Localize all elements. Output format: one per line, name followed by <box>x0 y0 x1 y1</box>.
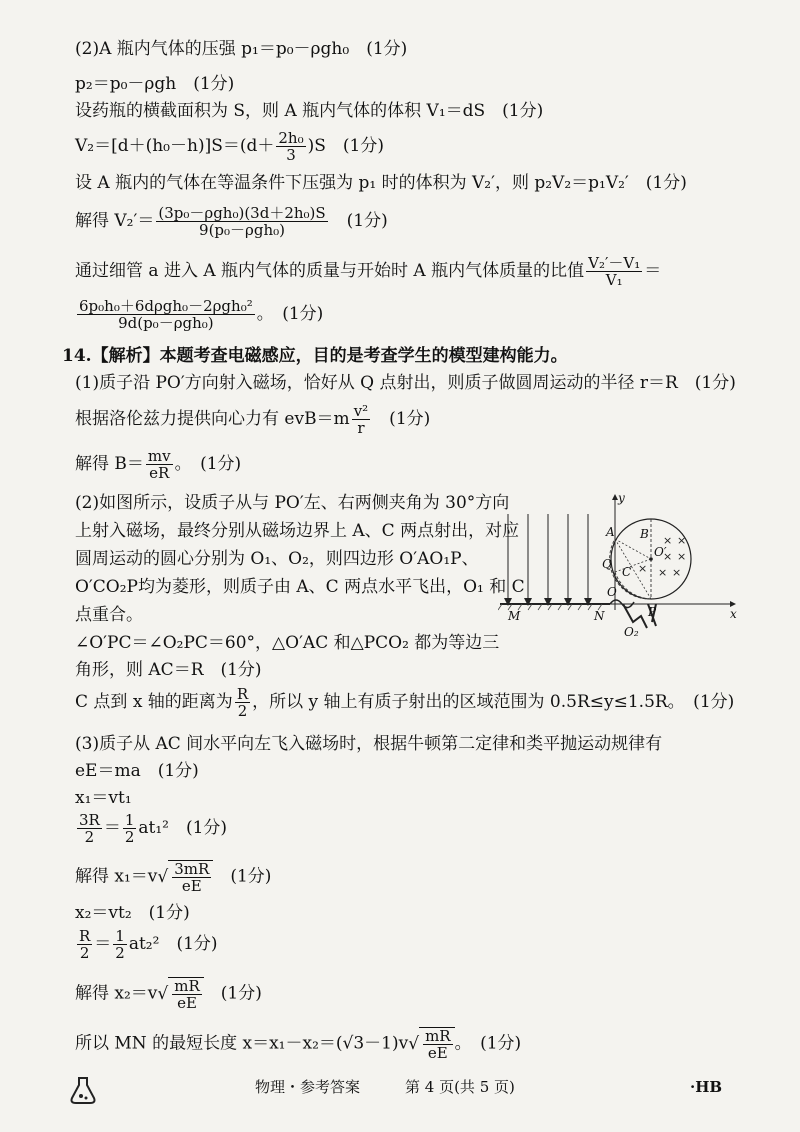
line-5: 设 A 瓶内的气体在等温条件下压强为 p₁ 时的体积为 V₂′，则 p₂V₂＝p₁V₂′ (1分) <box>75 173 687 193</box>
line-19: 角形，则 AC＝R (1分) <box>75 660 262 680</box>
magnetic-field-diagram <box>498 492 743 642</box>
line-3: 设药瓶的横截面积为 S，则 A 瓶内气体的体积 V₁＝dS (1分) <box>75 101 544 121</box>
line-7: 通过细管 a 进入 A 瓶内气体的质量与开始时 A 瓶内气体质量的比值 $\frac{\text{V₂′－V₁}}{\text{V₁}}$ ＝ <box>75 254 662 289</box>
line-1: (2)A 瓶内气体的压强 p₁＝p₀－ρgh₀ (1分) <box>75 39 408 59</box>
svg-text:×: × <box>638 562 648 575</box>
line-14: 上射入磁场，最终分别从磁场边界上 A、C 两点射出，对应 <box>75 521 520 541</box>
flask-icon <box>70 1076 96 1104</box>
label-M: M <box>508 609 521 623</box>
label-C: C <box>622 565 632 579</box>
svg-text:×: × <box>677 534 687 547</box>
line-9: 14.【解析】本题考查电磁感应，目的是考查学生的模型建构能力。 <box>62 346 568 366</box>
svg-text:×: × <box>663 534 673 547</box>
line-10: (1)质子沿 PO′方向射入磁场，恰好从 Q 点射出，则质子做圆周运动的半径 r＝R (1分) <box>75 373 736 393</box>
footer-code: ·HB <box>690 1078 723 1096</box>
line-15: 圆周运动的圆心分别为 O₁、O₂，则四边形 O′AO₁P、 <box>75 549 479 569</box>
line-11: 根据洛伦兹力提供向心力有 evB＝m $\frac{\text{v²}}{r}$ (1分) <box>75 402 431 437</box>
footer-subject: 物理・参考答案 <box>255 1078 361 1096</box>
line-23: x₁＝vt₁ <box>75 788 132 808</box>
label-B: B <box>640 527 649 541</box>
line-12: 解得 B＝ $\frac{mv}{eR}$ 。 (1分) <box>75 447 242 482</box>
line-22: eE＝ma (1分) <box>75 761 199 781</box>
svg-text:×: × <box>658 566 668 579</box>
label-O: O <box>607 585 617 599</box>
label-O1: O′ <box>654 545 667 559</box>
line-8: $\frac{\text{6p₀h₀＋6dρgh₀－2ρgh₀²}}{\text{9d(p₀－ρgh₀)}}$ 。 (1分) <box>79 297 324 332</box>
svg-text:×: × <box>663 550 673 563</box>
line-18: ∠O′PC＝∠O₂PC＝60°，△O′AC 和△PCO₂ 都为等边三 <box>75 633 500 653</box>
label-x: x <box>730 607 737 621</box>
label-O2: O₂ <box>624 625 639 639</box>
line-20: C 点到 x 轴的距离为 $\frac{R}{2}$ ，所以 y 轴上有质子射出的区域范围为 0.5R≤y≤1.5R。 (1分) <box>75 685 735 720</box>
svg-text:×: × <box>677 550 687 563</box>
line-28: 解得 x₂＝v√ $\frac{mR}{eE}$ (1分) <box>75 977 262 1012</box>
label-y: y <box>618 492 625 505</box>
line-6: 解得 V₂′＝ $\frac{\text{(3p₀－ρgh₀)(3d＋2h₀)S}}{\text{9(p₀－ρgh₀)}}$ (1分) <box>75 204 388 239</box>
line-25: 解得 x₁＝v√ $\frac{3mR}{eE}$ (1分) <box>75 860 272 895</box>
line-27: $\frac{R}{2}$ ＝ $\frac{1}{2}$ at₂² (1分) <box>79 927 218 962</box>
footer-page-number: 第 4 页(共 5 页) <box>405 1078 515 1096</box>
line-26: x₂＝vt₂ (1分) <box>75 903 190 923</box>
line-17: 点重合。 <box>75 605 143 625</box>
label-P: P <box>648 605 657 619</box>
label-A: A <box>606 525 615 539</box>
label-N: N <box>594 609 605 623</box>
line-21: (3)质子从 AC 间水平向左飞入磁场时，根据牛顿第二定律和类平抛运动规律有 <box>75 734 663 754</box>
label-Q: Q <box>602 557 612 571</box>
line-16: O′CO₂P均为菱形，则质子由 A、C 两点水平飞出，O₁ 和 C <box>75 577 525 597</box>
line-2: p₂＝p₀－ρgh (1分) <box>75 74 235 94</box>
line-13: (2)如图所示，设质子从与 PO′左、右两侧夹角为 30°方向 <box>75 493 510 513</box>
line-24: $\frac{3R}{2}$ ＝ $\frac{1}{2}$ at₁² (1分) <box>79 811 228 846</box>
line-4: V₂＝[d＋(h₀－h)]S＝(d＋ $\frac{\text{2h₀}}{3}$ )S (1分) <box>75 129 384 164</box>
line-29: 所以 MN 的最短长度 x＝x₁－x₂＝(√3－1)v√ $\frac{mR}{eE}$ 。 (1分) <box>75 1027 522 1062</box>
svg-text:×: × <box>672 566 682 579</box>
